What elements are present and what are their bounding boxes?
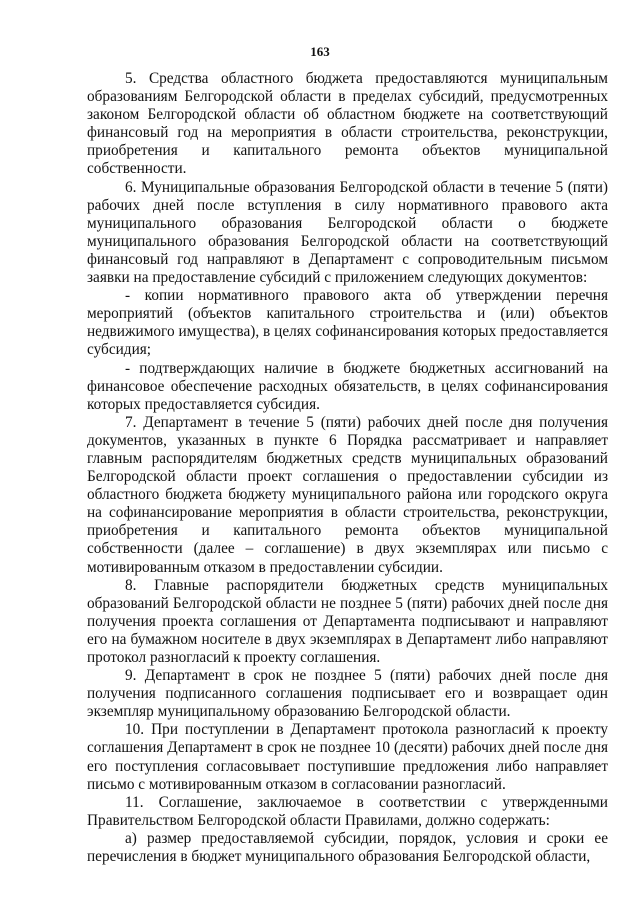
paragraph-6-item-1: - копии нормативного правового акта об утверждении перечня мероприятий (объектов капитального строительства и (или) объектов недвижимого имущества), в целях софинансирования которых предоставляется субсидия; — [87, 287, 608, 359]
paragraph-6: 6. Муниципальные образования Белгородской области в течение 5 (пяти) рабочих дней после вступления в силу нормативного правового акта муниципального образования Белгородской области о бюджете муниципального образования Белгородской области на соответствующий финансовый год направляют в Департамент с сопроводительным письмом заявки на предоставление субсидий с приложением следующих документов: — [87, 178, 608, 287]
paragraph-11: 11. Соглашение, заключаемое в соответствии с утвержденными Правительством Белгородской области Правилами, должно содержать: — [87, 793, 608, 829]
paragraph-8: 8. Главные распорядители бюджетных средств муниципальных образований Белгородской области не позднее 5 (пяти) рабочих дней после дня получения проекта соглашения от Департамента подписывают и направляют его на бумажном носителе в двух экземплярах в Департамент либо направляют протокол разногласий к проекту соглашения. — [87, 576, 608, 666]
paragraph-6-item-2: - подтверждающих наличие в бюджете бюджетных ассигнований на финансовое обеспечение расходных обязательств, в целях софинансирования которых предоставляется субсидия. — [87, 359, 608, 413]
paragraph-10: 10. При поступлении в Департамент протокола разногласий к проекту соглашения Департамент в срок не позднее 10 (десяти) рабочих дней после дня его поступления согласовывает поступившие предложения либо направляет письмо с мотивированным отказом в согласовании разногласий. — [87, 721, 608, 793]
paragraph-11-item-a: а) размер предоставляемой субсидии, порядок, условия и сроки ее перечисления в бюджет муниципального образования Белгородской области, — [87, 829, 608, 866]
paragraph-7: 7. Департамент в течение 5 (пяти) рабочих дней после дня получения документов, указанных в пункте 6 Порядка рассматривает и направляет главным распорядителям бюджетных средств муниципальных образований Белгородской области проект соглашения о предоставлении субсидии из областного бюджета бюджету муниципального района или городского округа на софинансирование мероприятия в области строительства, реконструкции, приобретения и капитального ремонта объектов муниципальной собственности (далее – соглашение) в двух экземплярах или письмо с мотивированным отказом в предоставлении субсидии. — [87, 413, 608, 576]
paragraph-9: 9. Департамент в срок не позднее 5 (пяти) рабочих дней после дня получения подписанного соглашения подписывает его и возвращает один экземпляр муниципальному образованию Белгородской области. — [87, 667, 608, 721]
page-number: 163 — [310, 44, 330, 59]
document-body — [87, 70, 608, 866]
paragraph-5: 5. Средства областного бюджета предоставляются муниципальным образованиям Белгородской области в пределах субсидий, предусмотренных законом Белгородской области об областном бюджете на соответствующий финансовый год на мероприятия в области строительства, реконструкции, приобретения и капитального ремонта объектов муниципальной собственности. — [87, 70, 608, 178]
